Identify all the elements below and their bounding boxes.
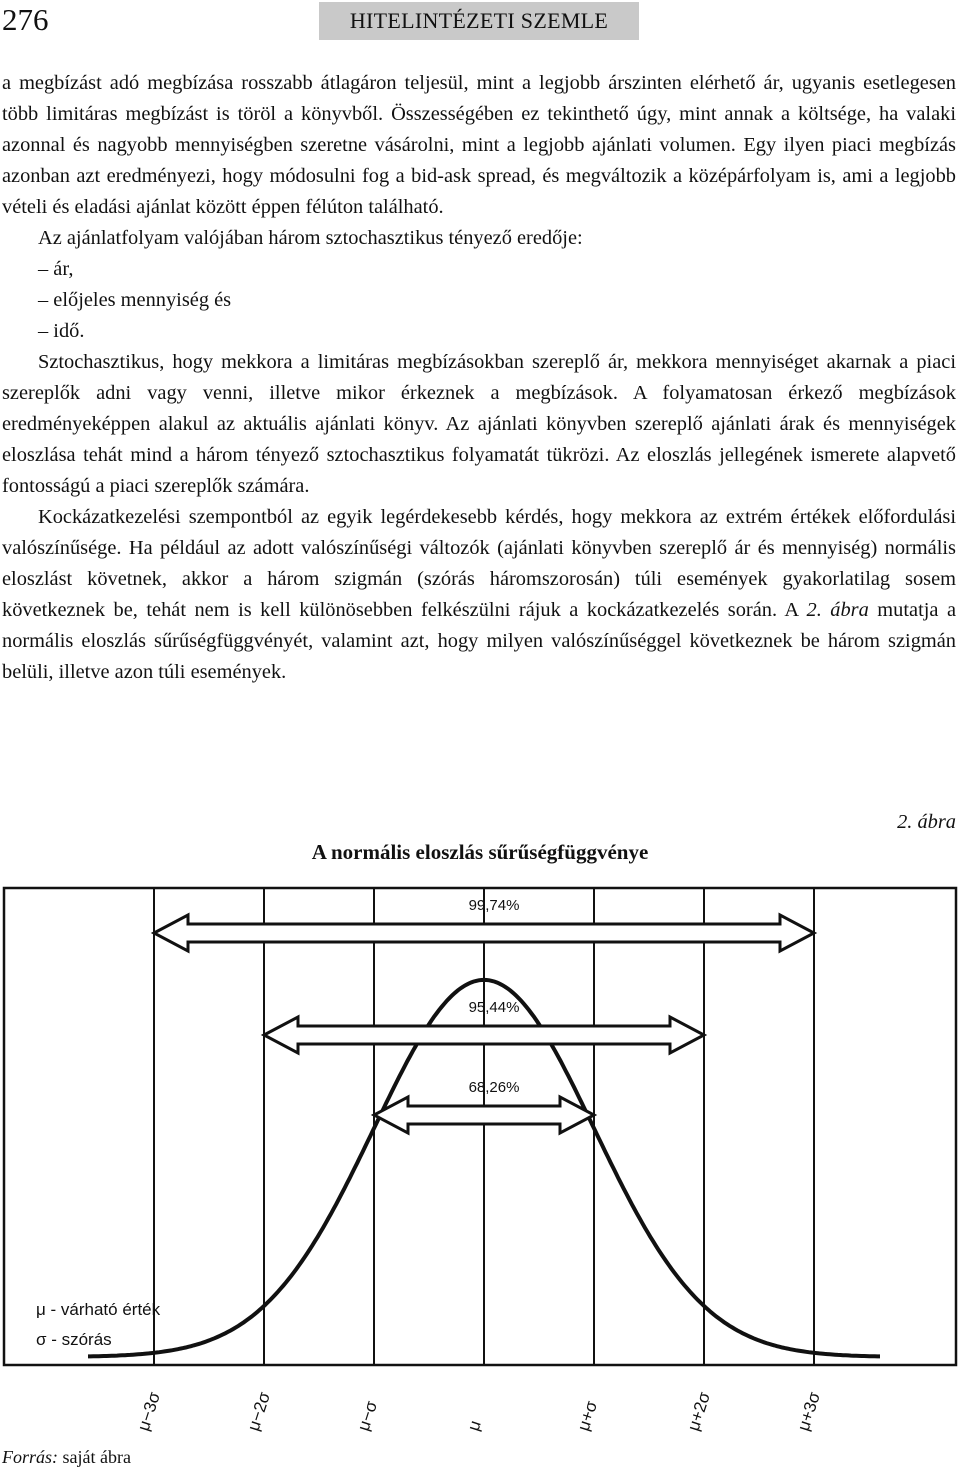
source-value: saját ábra: [62, 1447, 131, 1467]
list-item-quantity: – előjeles mennyiség és: [38, 289, 232, 311]
legend-entry-1: μ - várható érték: [36, 1300, 161, 1319]
figure-title: A normális eloszlás sűrűségfüggvénye: [311, 840, 649, 864]
interval-label-3: 68,26%: [468, 1079, 520, 1096]
paragraph-4-part-1: Kockázatkezelési szempontból az egyik legérdekesebb kérdés, hogy mekkora az extrém értékek előfordulási valószínűsége. Ha például az adott valószínűségi változók (ajánlati könyvben szereplő ár és mennyiség) normális eloszlást követnek, akkor a három szigmán (szórás háromszorosán) túli események gyakorlatilag sosem következnek be, tehát nem is kell különösebben felkészülni rájuk a kockázatkezelés során. A: [2, 506, 956, 621]
legend-layer: [36, 1300, 161, 1349]
x-tick-label-1: μ−3σ: [133, 1389, 165, 1434]
figure-reference-link: 2. ábra: [806, 599, 869, 621]
list-item-price: – ár,: [38, 258, 74, 280]
axes-layer: [154, 888, 814, 1365]
x-tick-label-6: μ+2σ: [683, 1389, 715, 1434]
x-tick-label-7: μ+3σ: [793, 1389, 825, 1434]
x-tick-label-3: μ−σ: [353, 1398, 382, 1434]
chart-svg: [2, 880, 958, 1446]
paragraph-4-part-2: mutatja a normális eloszlás sűrűségfüggvényét, valamint azt, hogy milyen valószínűséggel következnek be három szigmán belüli, illetve azon túli események.: [2, 599, 956, 683]
paragraph-2: Az ajánlatfolyam valójában három sztochasztikus tényező eredője:: [38, 227, 583, 249]
article-body: [2, 68, 956, 688]
x-tick-label-2: μ−2σ: [243, 1389, 275, 1434]
legend-entry-2: σ - szórás: [36, 1330, 112, 1349]
paragraph-1: a megbízást adó megbízása rosszabb átlagáron teljesül, mint a legjobb árszinten elérhető ár, ugyanis esetlegesen több limitáras megbízást is töröl a könyvből. Összességében ez tekinthető úgy, mint annak a költsége, ha valaki azonnal és nagyobb mennyiségben szeretne vásárolni, mint a legjobb ajánlati volumen. Egy ilyen piaci megbízás azonban azt eredményezi, hogy módosulni fog a bid-ask spread, és megváltozik a középárfolyam is, ami a legjobb vételi és eladási ajánlat között éppen félúton található.: [2, 72, 956, 218]
page-number: 276: [2, 2, 49, 37]
figure-label: 2. ábra: [897, 811, 956, 833]
figure-source: [2, 1447, 131, 1468]
tick-layer: [134, 1389, 824, 1433]
journal-title: HITELINTÉZETI SZEMLE: [319, 2, 639, 40]
x-tick-label-4: μ: [463, 1418, 485, 1434]
normal-distribution-chart: [2, 880, 958, 1446]
source-label: Forrás:: [2, 1447, 59, 1467]
interval-label-1: 99,74%: [468, 897, 520, 914]
interval-label-2: 95,44%: [468, 999, 520, 1016]
list-item-time: – idő.: [38, 320, 85, 342]
paragraph-3: Sztochasztikus, hogy mekkora a limitáras megbízásokban szereplő ár, mekkora mennyiséget akarnak a piaci szereplők adni vagy venni, illetve mikor érkeznek a megbízások. A folyamatosan érkező megbízások eredményeképpen alakul az aktuális ajánlati könyv. Az ajánlati könyvben szereplő ajánlati árak és mennyiségek eloszlása tehát mind a három tényező sztochasztikus folyamatát tükrözi. Az eloszlás jellegének ismerete alapvető fontosságú a piaci szereplők számára.: [2, 351, 956, 497]
paragraph-4: [2, 502, 956, 688]
x-tick-label-5: μ+σ: [573, 1398, 602, 1434]
